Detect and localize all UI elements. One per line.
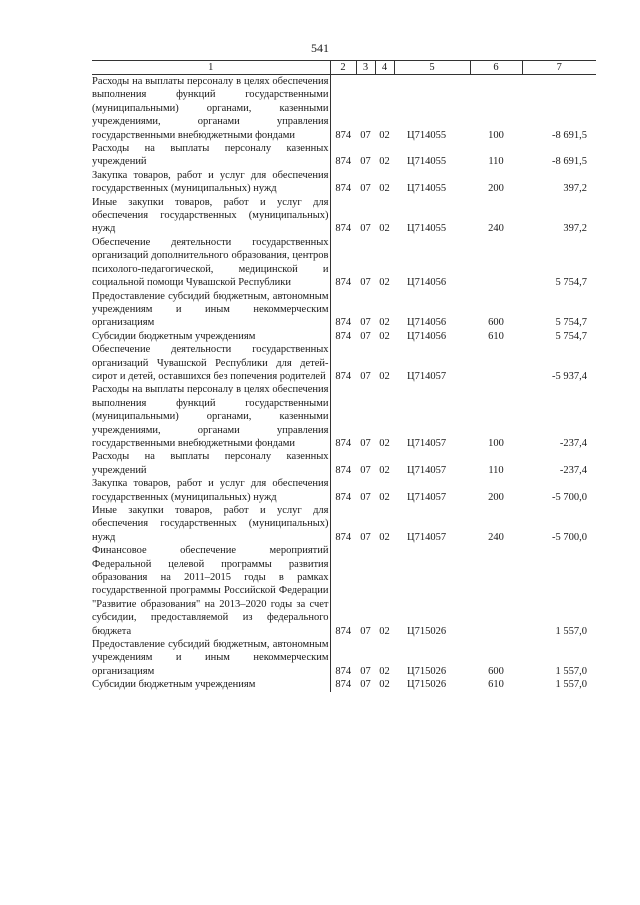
header-col-4: 4 [375,61,394,75]
table-row [92,169,596,196]
row-target-item: Ц714056 [407,277,447,289]
row-section: 07 [360,156,371,168]
row-amount: 1 557,0 [555,679,587,691]
row-section: 07 [360,277,371,289]
row-target-item: Ц715026 [407,679,447,691]
row-expense-type: 200 [488,183,504,195]
header-col-3: 3 [356,61,375,75]
row-subsection: 02 [379,464,390,476]
row-target-item: Ц714057 [407,531,447,543]
row-admin-code: 874 [335,183,352,195]
row-target-item: Ц714055 [407,223,447,235]
row-expense-type [470,343,522,383]
row-expense-type: 240 [488,531,504,543]
table-row [92,477,596,504]
row-subsection: 02 [379,370,390,382]
row-section: 07 [360,183,371,195]
row-admin-code: 874 [335,625,352,637]
row-section: 07 [360,625,371,637]
row-subsection: 02 [379,223,390,235]
page-number: 541 [311,41,329,55]
row-amount: 1 557,0 [555,665,587,677]
table-row [92,196,596,236]
row-admin-code: 874 [335,531,352,543]
row-expense-type: 600 [488,665,504,677]
row-subsection: 02 [379,156,390,168]
header-col-6: 6 [470,61,522,75]
table-row [92,236,596,290]
row-target-item: Ц714057 [407,370,447,382]
header-row [92,61,596,75]
row-expense-type [470,236,522,290]
table-row [92,142,596,169]
row-section: 07 [360,464,371,476]
table-row [92,678,596,691]
row-target-item: Ц714057 [407,491,447,503]
table-row [92,504,596,544]
table-row [92,383,596,450]
row-section: 07 [360,370,371,382]
row-expense-type: 100 [488,129,504,141]
row-subsection: 02 [379,665,390,677]
row-name: Предоставление субсидий бюджетным, автономным учреждениям и иным некоммерческим организациям [92,290,329,329]
row-subsection: 02 [379,531,390,543]
row-amount: 397,2 [563,223,587,235]
row-amount: -5 937,4 [552,370,587,382]
row-name: Расходы на выплаты персоналу в целях обеспечения выполнения функций государственными (муниципальными) органами, казенными учреждениями, органами управления государственными внебюджетными фондами [92,76,329,141]
table-row [92,343,596,383]
row-expense-type: 110 [488,156,504,168]
row-amount: -8 691,5 [552,156,587,168]
header-col-5: 5 [394,61,470,75]
table-row [92,290,596,330]
row-admin-code: 874 [335,679,352,691]
row-amount: -8 691,5 [552,129,587,141]
row-expense-type: 610 [488,679,504,691]
row-admin-code: 874 [335,330,352,342]
row-name: Закупка товаров, работ и услуг для обеспечения государственных (муниципальных) нужд [92,478,329,503]
row-expense-type: 200 [488,491,504,503]
row-name: Закупка товаров, работ и услуг для обеспечения государственных (муниципальных) нужд [92,169,329,195]
row-amount: 5 754,7 [555,317,587,329]
header-col-7: 7 [522,61,596,75]
row-expense-type: 100 [488,437,504,449]
row-amount: 1 557,0 [555,625,587,637]
row-subsection: 02 [379,330,390,342]
row-amount: -5 700,0 [552,491,587,503]
row-target-item: Ц714055 [407,129,447,141]
row-name: Субсидии бюджетным учреждениям [92,330,330,343]
header-col-2: 2 [330,61,356,75]
row-expense-type: 110 [488,464,504,476]
row-admin-code: 874 [335,370,352,382]
row-section: 07 [360,491,371,503]
row-name: Иные закупки товаров, работ и услуг для обеспечения государственных (муниципальных) нужд [92,505,329,543]
row-section: 07 [360,317,371,329]
row-amount: 397,2 [563,183,587,195]
row-expense-type: 240 [488,223,504,235]
table-header [92,61,596,75]
row-name: Финансовое обеспечение мероприятий Федеральной целевой программы развития образования на 2011–2015 годы в рамках государственной программы Российской Федерации "Развитие образования" на 2013–2020 годы за счет субсидии, предоставляемой из федерального бюджета [92,545,329,637]
row-admin-code: 874 [335,156,352,168]
table-row [92,544,596,638]
row-admin-code: 874 [335,491,352,503]
row-name: Расходы на выплаты персоналу в целях обеспечения выполнения функций государственными (муниципальными) органами, казенными учреждениями, органами управления государственными внебюджетными фондами [92,384,329,449]
row-subsection: 02 [379,317,390,329]
row-section: 07 [360,665,371,677]
row-target-item: Ц714056 [407,317,447,329]
row-subsection: 02 [379,129,390,141]
row-target-item: Ц714055 [407,156,447,168]
table-row [92,75,596,143]
row-admin-code: 874 [335,437,352,449]
row-admin-code: 874 [335,464,352,476]
row-subsection: 02 [379,183,390,195]
row-amount: -237,4 [559,437,587,449]
row-subsection: 02 [379,277,390,289]
row-section: 07 [360,223,371,235]
row-section: 07 [360,437,371,449]
row-admin-code: 874 [335,317,352,329]
row-section: 07 [360,679,371,691]
row-admin-code: 874 [335,277,352,289]
row-target-item: Ц714057 [407,437,447,449]
row-name: Расходы на выплаты персоналу казенных учреждений [92,143,329,168]
row-target-item: Ц715026 [407,625,447,637]
row-target-item: Ц715026 [407,665,447,677]
row-subsection: 02 [379,679,390,691]
row-name: Субсидии бюджетным учреждениям [92,678,330,691]
row-name: Обеспечение деятельности государственных организаций дополнительного образования, центров психолого-педагогической, медицинской и социальной помощи Чувашской Республики [92,236,329,289]
row-name: Обеспечение деятельности государственных организаций Чувашской Республики для детей-сирот и детей, оставшихся без попечения родителей [92,344,329,382]
row-section: 07 [360,129,371,141]
row-target-item: Ц714056 [407,330,447,342]
row-name: Иные закупки товаров, работ и услуг для обеспечения государственных (муниципальных) нужд [92,196,329,235]
row-admin-code: 874 [335,223,352,235]
table-body [92,75,596,692]
row-expense-type: 600 [488,317,504,329]
table-row [92,638,596,678]
row-subsection: 02 [379,491,390,503]
header-col-1: 1 [92,61,330,75]
row-admin-code: 874 [335,665,352,677]
row-name: Предоставление субсидий бюджетным, автономным учреждениям и иным некоммерческим организациям [92,639,329,677]
row-name: Расходы на выплаты персоналу казенных учреждений [92,451,329,476]
row-expense-type [470,544,522,638]
row-admin-code: 874 [335,129,352,141]
row-target-item: Ц714057 [407,464,447,476]
row-amount: -237,4 [559,464,587,476]
row-amount: -5 700,0 [552,531,587,543]
row-expense-type: 610 [488,330,504,342]
row-section: 07 [360,330,371,342]
row-subsection: 02 [379,437,390,449]
budget-table [92,60,596,692]
table-row [92,450,596,477]
row-amount: 5 754,7 [555,330,587,342]
row-target-item: Ц714055 [407,183,447,195]
row-section: 07 [360,531,371,543]
table-row [92,330,596,343]
row-subsection: 02 [379,625,390,637]
row-amount: 5 754,7 [555,277,587,289]
